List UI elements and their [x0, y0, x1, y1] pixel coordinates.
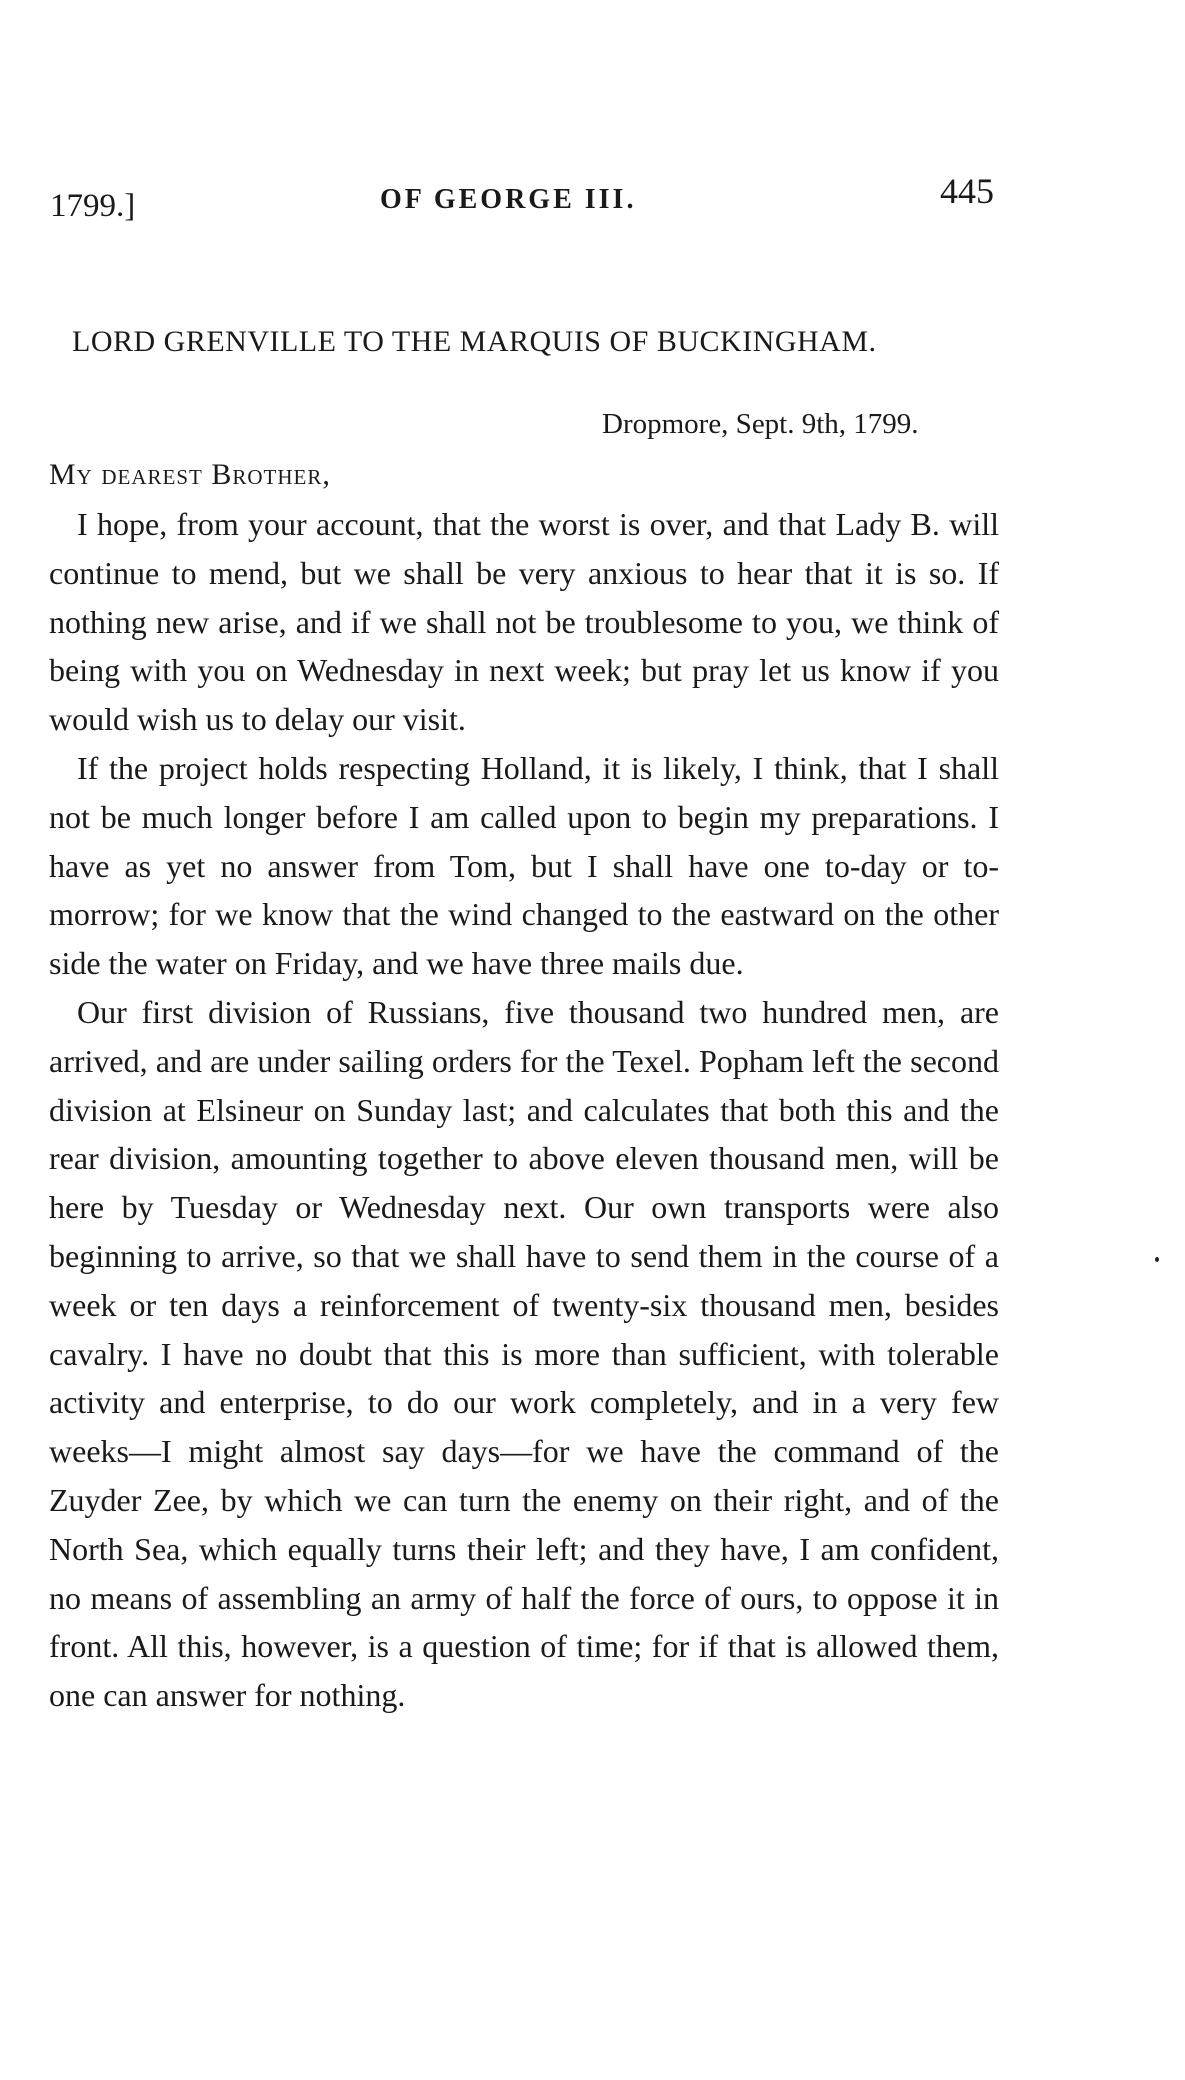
letter-salutation: My dearest Brother, [49, 458, 331, 491]
header-year: 1799.] [50, 188, 136, 224]
page-number: 445 [940, 171, 994, 211]
paragraph: I hope, from your account, that the worst is over, and that Lady B. will continue to mend, but we shall be very anxious to hear that it is so. If nothing new arise, and if we shall not be troublesome to you, we think of being with you on Wednesday in next week; but pray let us know if you would wish us to delay our visit. [49, 506, 999, 738]
letter-dateline: Dropmore, Sept. 9th, 1799. [602, 408, 919, 440]
letter-body [49, 500, 999, 1720]
paragraph: If the project holds respecting Holland, it is likely, I think, that I shall not be much longer before I am called upon to begin my preparations. I have as yet no answer from Tom, but I shall have one to-day or to-morrow; for we know that the wind changed to the eastward on the other side the water on Friday, and we have three mails due. [49, 749, 999, 982]
paragraph: Our first division of Russians, five thousand two hundred men, are arrived, and are under sailing orders for the Texel. Popham left the second division at Elsineur on Sunday last; and calculates that both this and the rear division, amounting together to above eleven thousand men, will be here by Tuesday or Wednesday next. Our own transports were also beginning to arrive, so that we shall have to send them in the course of a week or ten days a reinforcement of twenty-six thousand men, besides cavalry. I have no doubt that this is more than sufficient, with tolerable activity and enterprise, to do our work completely, and in a very few weeks—I might almost say days—for we have the command of the Zuyder Zee, by which we can turn the enemy on their right, and of the North Sea, which equally turns their left; and they have, I am confident, no means of assembling an army of half the force of ours, to oppose it in front. All this, however, is a question of time; for if that is allowed them, one can answer for nothing. [49, 993, 999, 1714]
running-header [50, 170, 994, 230]
print-speck [1155, 1257, 1159, 1262]
letter-title: LORD GRENVILLE TO THE MARQUIS OF BUCKINGHAM. [72, 325, 877, 358]
header-title: OF GEORGE III. [380, 184, 637, 215]
